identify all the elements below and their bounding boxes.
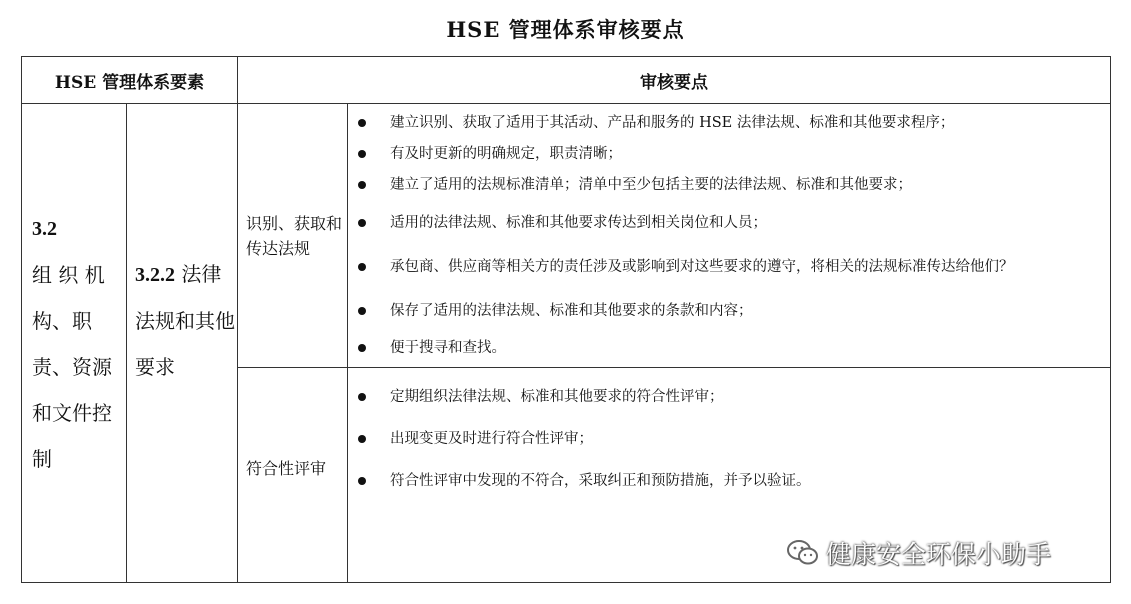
group-points-identify: [348, 104, 1111, 368]
list-item: 符合性评审中发现的不符合，采取纠正和预防措施，并予以验证。: [348, 460, 1110, 502]
points-list: [348, 376, 1110, 502]
bullet-icon: [358, 307, 366, 315]
group-label-compliance: 符合性评审: [238, 368, 348, 583]
list-item: 便于搜寻和查找。: [348, 333, 1110, 364]
list-item: 保存了适用的法律法规、标准和其他要求的条款和内容；: [348, 289, 1110, 333]
group-label-identify: 识别、获取和传达法规: [238, 104, 348, 368]
audit-table: [21, 56, 1111, 583]
list-item: 适用的法律法规、标准和其他要求传达到相关岗位和人员；: [348, 201, 1110, 245]
list-item: 定期组织法律法规、标准和其他要求的符合性评审；: [348, 376, 1110, 418]
subsection-name: 法律法规和其他要求: [135, 262, 235, 379]
header-audit-points: 审核要点: [238, 57, 1111, 104]
bullet-icon: [358, 119, 366, 127]
bullet-icon: [358, 344, 366, 352]
bullet-icon: [358, 181, 366, 189]
page-title: HSE 管理体系审核要点: [446, 17, 685, 42]
bullet-icon: [358, 219, 366, 227]
points-list: [348, 108, 1110, 364]
bullet-icon: [358, 435, 366, 443]
list-item: 建立识别、获取了适用于其活动、产品和服务的 HSE 法律法规、标准和其他要求程序；: [348, 108, 1110, 139]
list-item: 出现变更及时进行符合性评审；: [348, 418, 1110, 460]
bullet-icon: [358, 477, 366, 485]
list-item: 建立了适用的法规标准清单；清单中至少包括主要的法律法规、标准和其他要求；: [348, 170, 1110, 201]
subsection-number: 3.2.2: [135, 264, 175, 286]
bullet-icon: [358, 150, 366, 158]
watermark: [786, 535, 1051, 571]
bullet-icon: [358, 263, 366, 271]
section-cell: [22, 104, 127, 583]
watermark-text: 健康安全环保小助手: [826, 540, 1052, 569]
section-number: 3.2: [32, 217, 57, 240]
list-item: 承包商、供应商等相关方的责任涉及或影响到对这些要求的遵守，将相关的法规标准传达给他们？: [348, 245, 1110, 289]
bullet-icon: [358, 393, 366, 401]
subsection-cell: [127, 104, 238, 583]
section-name: 组 织 机构、职责、资源和文件控制: [32, 262, 112, 471]
wechat-icon: [786, 538, 820, 568]
header-elements: HSE 管理体系要素: [22, 57, 238, 104]
list-item: 有及时更新的明确规定，职责清晰；: [348, 139, 1110, 170]
